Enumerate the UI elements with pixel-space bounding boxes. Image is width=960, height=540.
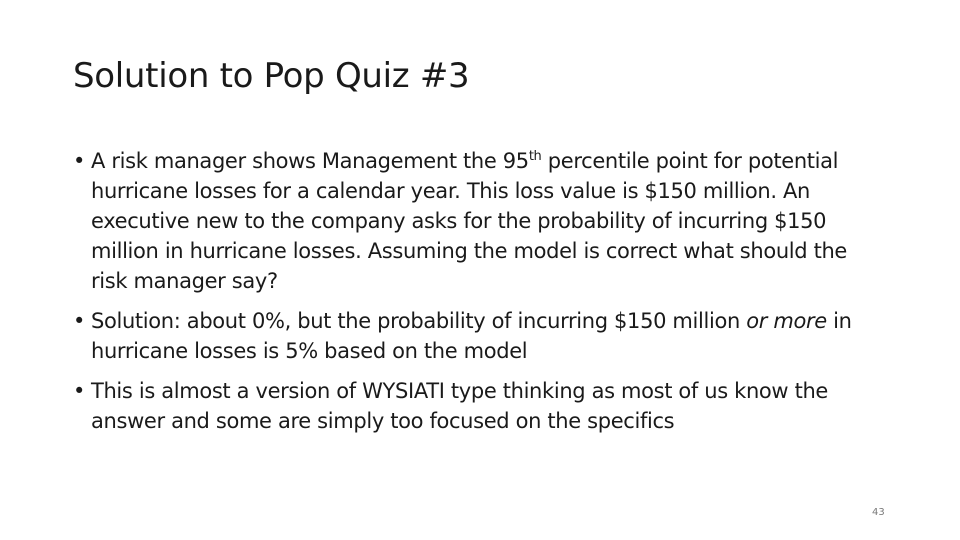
bullet-text-start: Solution: about 0%, but the probability of incurring $150 million xyxy=(91,309,747,333)
emphasized-text: or more xyxy=(746,309,827,333)
bullet-item-quiz-question xyxy=(73,146,873,296)
bullet-item-wysiati xyxy=(73,376,873,436)
bullet-text-end: percentile point for potential hurricane losses for a calendar year. This loss value is $150 million. An executive new to the company asks for the probability of incurring $150 million in hurricane losses. Assuming the model is correct what should the risk manager say? xyxy=(91,149,847,293)
bullet-text-end: in hurricane losses is 5% based on the model xyxy=(91,309,852,363)
page-number: 43 xyxy=(872,507,885,518)
bullet-list xyxy=(73,146,873,446)
bullet-text-start: A risk manager shows Management the 95 xyxy=(91,149,529,173)
bullet-text: This is almost a version of WYSIATI type thinking as most of us know the answer and some are simply too focused on the specifics xyxy=(91,379,828,433)
bullet-item-solution xyxy=(73,306,873,366)
ordinal-superscript: th xyxy=(528,149,542,164)
slide-title: Solution to Pop Quiz #3 xyxy=(73,56,470,96)
